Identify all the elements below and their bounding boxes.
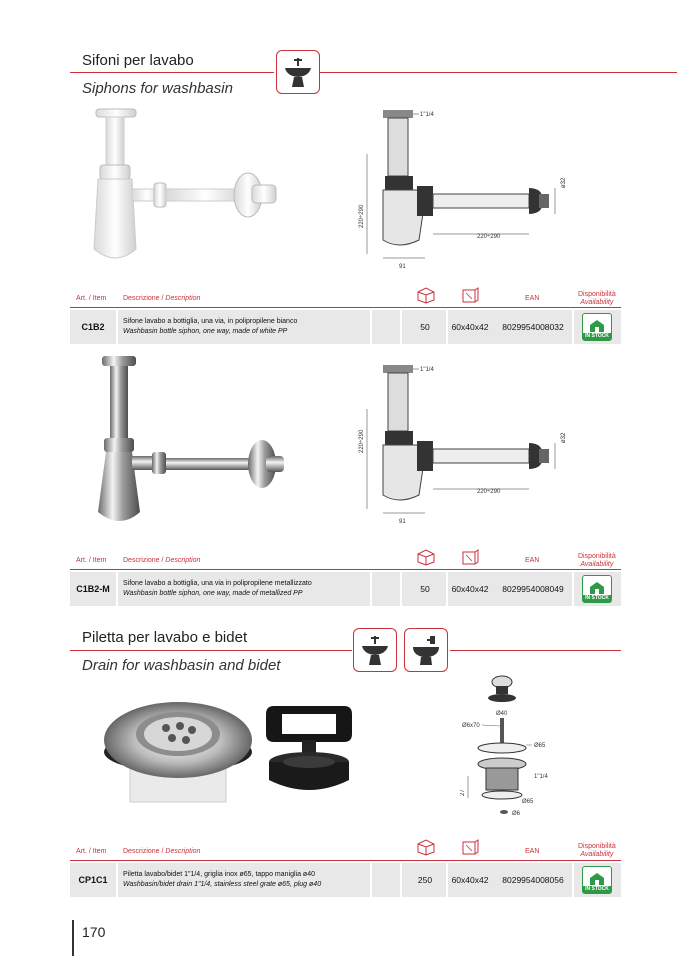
product-desc-en: Washbasin bottle siphon, one way, made of metallized PP [123, 590, 303, 597]
page-number-bar [72, 920, 74, 956]
carton-icon [460, 548, 480, 566]
drain-photo [100, 696, 255, 811]
in-stock-badge: IN STOCK [582, 575, 612, 603]
dim-width-2: 91 [399, 519, 406, 525]
product-desc-it: Sifone lavabo a bottiglia, una via, in polipropilene bianco [123, 318, 298, 325]
dim-thread-drain: 1"1/4 [534, 774, 548, 780]
dim-plug: Ø40 [496, 711, 508, 717]
dim-height-drain: 27 [460, 789, 466, 796]
chrome-siphon-photo [92, 352, 292, 542]
dim-thread-2: 1"1/4 [420, 367, 434, 373]
white-siphon-photo [88, 105, 288, 270]
page-number: 170 [82, 924, 106, 940]
th-avail-1: Disponibilità Availability [578, 291, 616, 306]
table-row [70, 310, 621, 344]
box-icon [416, 548, 436, 566]
section-subtitle-drain: Drain for washbasin and bidet [82, 657, 281, 674]
dim-height-2: 220÷290 [359, 429, 365, 453]
dim-pin: Ø6 [512, 811, 521, 817]
box-icon [416, 286, 436, 304]
dim-thread-1: 1"1/4 [420, 112, 434, 118]
in-stock-badge: IN STOCK [582, 866, 612, 894]
washbasin-icon [276, 50, 320, 94]
plug-photo [262, 700, 357, 800]
product-size: 60x40x42 [451, 584, 489, 594]
section-title-siphons: Sifoni per lavabo [82, 52, 194, 69]
carton-icon [460, 286, 480, 304]
carton-icon [460, 838, 480, 856]
th-desc-2: Descrizione / Description [123, 557, 201, 564]
dim-screw: Ø6x70 [462, 723, 480, 729]
washbasin-icon [353, 628, 397, 672]
product-qty: 50 [420, 322, 430, 332]
product-size: 60x40x42 [451, 322, 489, 332]
product-qty: 50 [420, 584, 430, 594]
product-ean: 8029954008056 [502, 875, 564, 885]
siphon-diagram-2 [355, 363, 570, 533]
section-subtitle-siphons: Siphons for washbasin [82, 80, 233, 97]
dim-grate: Ø65 [522, 799, 534, 805]
product-ean: 8029954008049 [502, 584, 564, 594]
th-art-3: Art. / Item [76, 848, 107, 855]
dim-dia-2: ø32 [561, 432, 567, 443]
dim-width-1: 91 [399, 264, 406, 270]
th-avail-2: Disponibilità Availability [578, 553, 616, 568]
th-ean-1: EAN [525, 295, 540, 302]
in-stock-badge: IN STOCK [582, 313, 612, 341]
th-desc-1: Descrizione / Description [123, 295, 201, 302]
section-title-drain: Piletta per lavabo e bidet [82, 629, 248, 646]
dim-length-2: 220÷290 [477, 489, 501, 495]
drain-diagram [460, 668, 590, 820]
box-icon [416, 838, 436, 856]
dim-flange: Ø65 [534, 743, 546, 749]
product-desc-en: Washbasin bottle siphon, one way, made of white PP [123, 328, 288, 335]
product-code: C1B2 [81, 322, 105, 332]
product-desc-it: Sifone lavabo a bottiglia, una via in polipropilene metallizzato [123, 580, 312, 587]
dim-height-1: 220÷290 [359, 204, 365, 228]
th-desc-3: Descrizione / Description [123, 848, 201, 855]
product-desc-en: Washbasin/bidet drain 1"1/4, stainless steel grate ø65, plug ø40 [123, 881, 322, 888]
siphon-diagram-1 [355, 108, 570, 278]
table-row [70, 863, 621, 897]
th-art-2: Art. / Item [76, 557, 107, 564]
product-size: 60x40x42 [451, 875, 489, 885]
th-art-1: Art. / Item [76, 295, 107, 302]
product-ean: 8029954008032 [502, 322, 564, 332]
product-desc-it: Piletta lavabo/bidet 1"1/4, griglia inox ø65, tappo maniglia ø40 [123, 871, 315, 878]
dim-dia-1: ø32 [561, 177, 567, 188]
th-avail-3: Disponibilità Availability [578, 843, 616, 858]
product-qty: 250 [417, 875, 433, 885]
product-code: CP1C1 [78, 875, 108, 885]
bidet-icon [404, 628, 448, 672]
table-row [70, 572, 621, 606]
th-ean-2: EAN [525, 557, 540, 564]
th-ean-3: EAN [525, 848, 540, 855]
product-code: C1B2-M [76, 584, 110, 594]
dim-length-1: 220÷290 [477, 234, 501, 240]
